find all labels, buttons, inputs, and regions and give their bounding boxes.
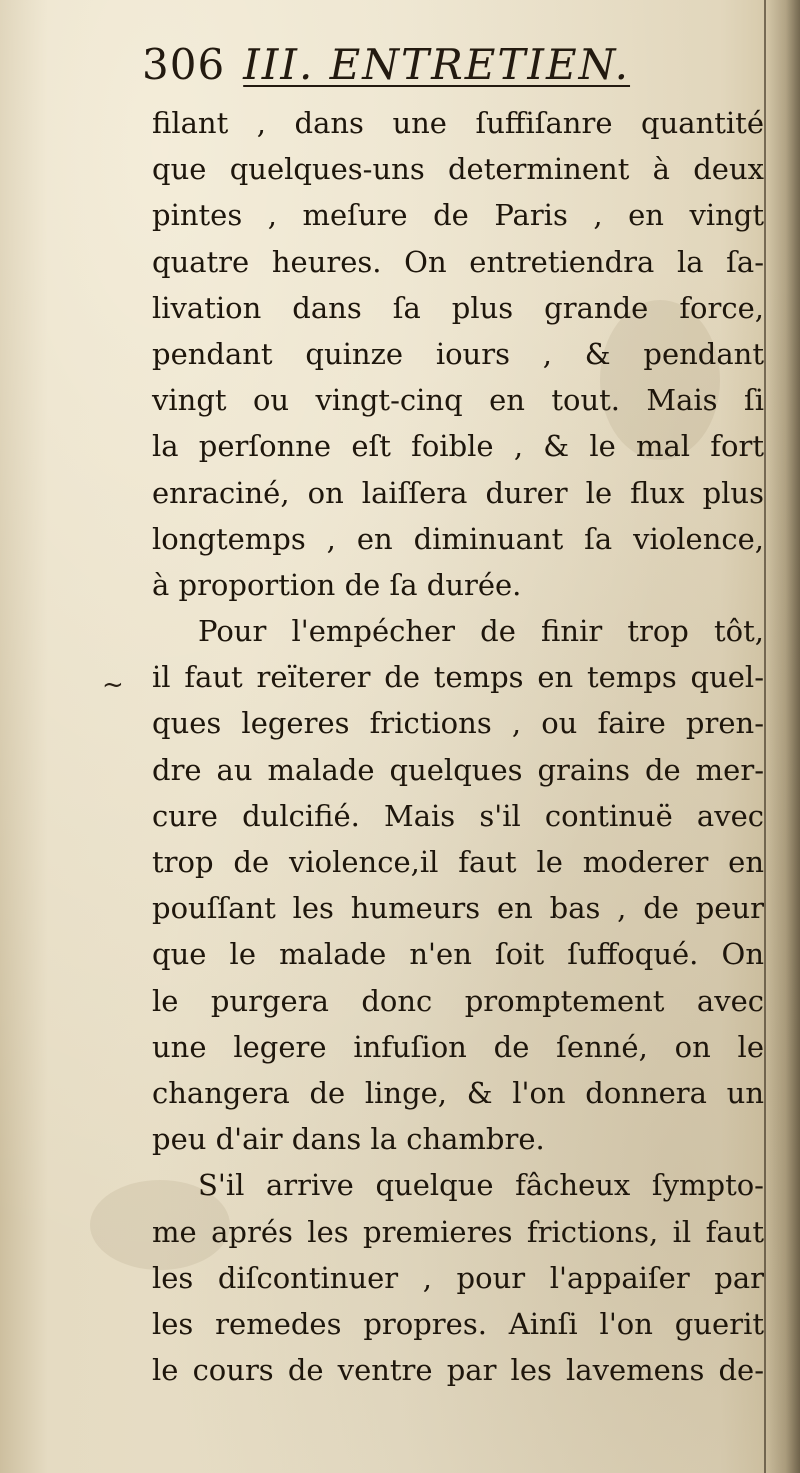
text-line: pouſſant les humeurs en bas , de peur [152,891,764,926]
text-line: me aprés les premieres frictions, il faut [152,1214,764,1249]
margin-mark: ~ [102,670,124,700]
text-line: les diſcontinuer , pour l'appaiſer par [152,1260,764,1295]
text-line: enraciné, on laiſſera durer le flux plus [152,475,764,510]
page-edge-shadow [764,0,800,1473]
paragraph-end-line: à proportion de ſa durée. [152,567,522,602]
text-line: livation dans ſa plus grande force, [152,290,764,325]
text-line: filant , dans une ſuffiſanre quantité [152,106,764,140]
text-line: la perſonne eſt foible , & le mal fort [152,429,764,464]
page-number: 306 [142,40,226,89]
chapter-title: III. ENTRETIEN. [243,40,631,89]
text-line: vingt ou vingt-cinq en tout. Mais ſi [152,383,764,418]
text-line: que quelques-uns determinent à deux [152,152,764,187]
text-line: changera de linge, & l'on donnera un [152,1075,764,1110]
body-text [152,100,764,1393]
text-line: ques legeres frictions , ou faire pren- [152,706,764,741]
paragraph-end-line: peu d'air dans la chambre. [152,1122,545,1157]
text-line: une legere infuſion de ſenné, on le [152,1029,764,1064]
text-line: pintes , meſure de Paris , en vingt [152,198,764,233]
text-line: il faut reïterer de temps en temps quel- [152,660,764,695]
paragraph-start-line: Pour l'empécher de finir trop tôt, [198,614,764,649]
text-line: que le malade n'en ſoit ſuffoqué. On [152,937,764,972]
text-line: le purgera donc promptement avec [152,983,764,1018]
text-line: dre au malade quelques grains de mer- [152,752,764,787]
text-line: pendant quinze iours , & pendant [152,336,764,371]
text-line: trop de violence,il faut le moderer en [152,845,764,879]
text-line: les remedes propres. Ainſi l'on guerit [152,1306,764,1341]
text-line: le cours de ventre par les lavemens de- [152,1353,764,1388]
text-line: longtemps , en diminuant ſa violence, [152,521,764,556]
paragraph-start-line: S'il arrive quelque fâcheux ſympto- [198,1168,764,1203]
text-line: quatre heures. On entretiendra la ſa- [152,244,764,279]
text-line: cure dulcifié. Mais s'il continuë avec [152,798,764,833]
